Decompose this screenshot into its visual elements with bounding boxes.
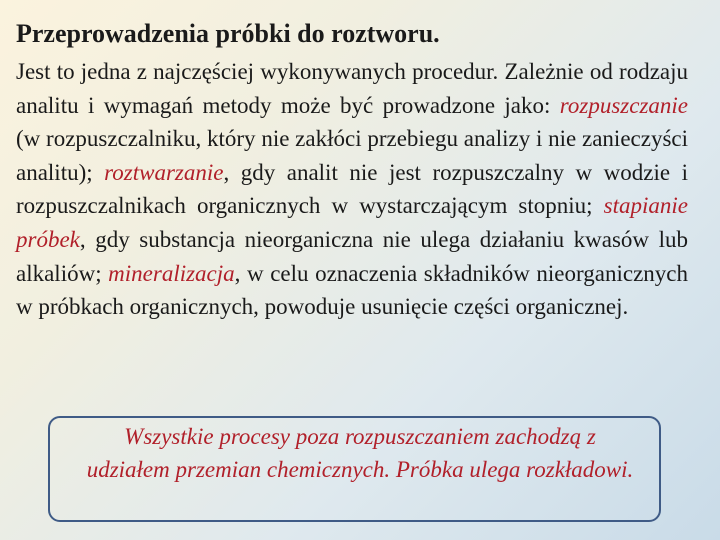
body-text-segment: , gdy substancja nieorganiczna nie ulega działaniu kwasów lub alkaliów; (16, 226, 688, 286)
body-text-segment: , gdy analit nie jest rozpuszczalny w wodzie i rozpuszczalnikach organicznych w wystarczającym stopniu; (16, 159, 688, 219)
term-rozpuszczanie: rozpuszczanie (559, 92, 688, 118)
term-mineralizacja: mineralizacja (108, 260, 235, 286)
body-text-segment: , w celu oznaczenia składników nieorganicznych w próbkach organicznych, powoduje usunięcie części organicznej. (16, 260, 688, 320)
body-paragraph (16, 55, 688, 324)
note-line-1: Wszystkie procesy poza rozpuszczaniem zachodzą z (124, 424, 596, 449)
body-text-segment: Jest to jedna z najczęściej wykonywanych procedur. Zależnie od rodzaju analitu i wymagań metody może być prowadzone jako: (16, 59, 688, 118)
term-roztwarzanie: roztwarzanie (104, 159, 224, 185)
slide-title: Przeprowadzenia próbki do roztworu. (16, 19, 440, 48)
body-text-segment: (w rozpuszczalniku, który nie zakłóci przebiegu analizy i nie zanieczyści analitu); (16, 126, 688, 185)
note-line-2: udziałem przemian chemicznych. Próbka ulega rozkładowi. (86, 457, 634, 482)
term-stapianie-probek: stapianie próbek (16, 193, 688, 252)
note-text (0, 420, 720, 486)
